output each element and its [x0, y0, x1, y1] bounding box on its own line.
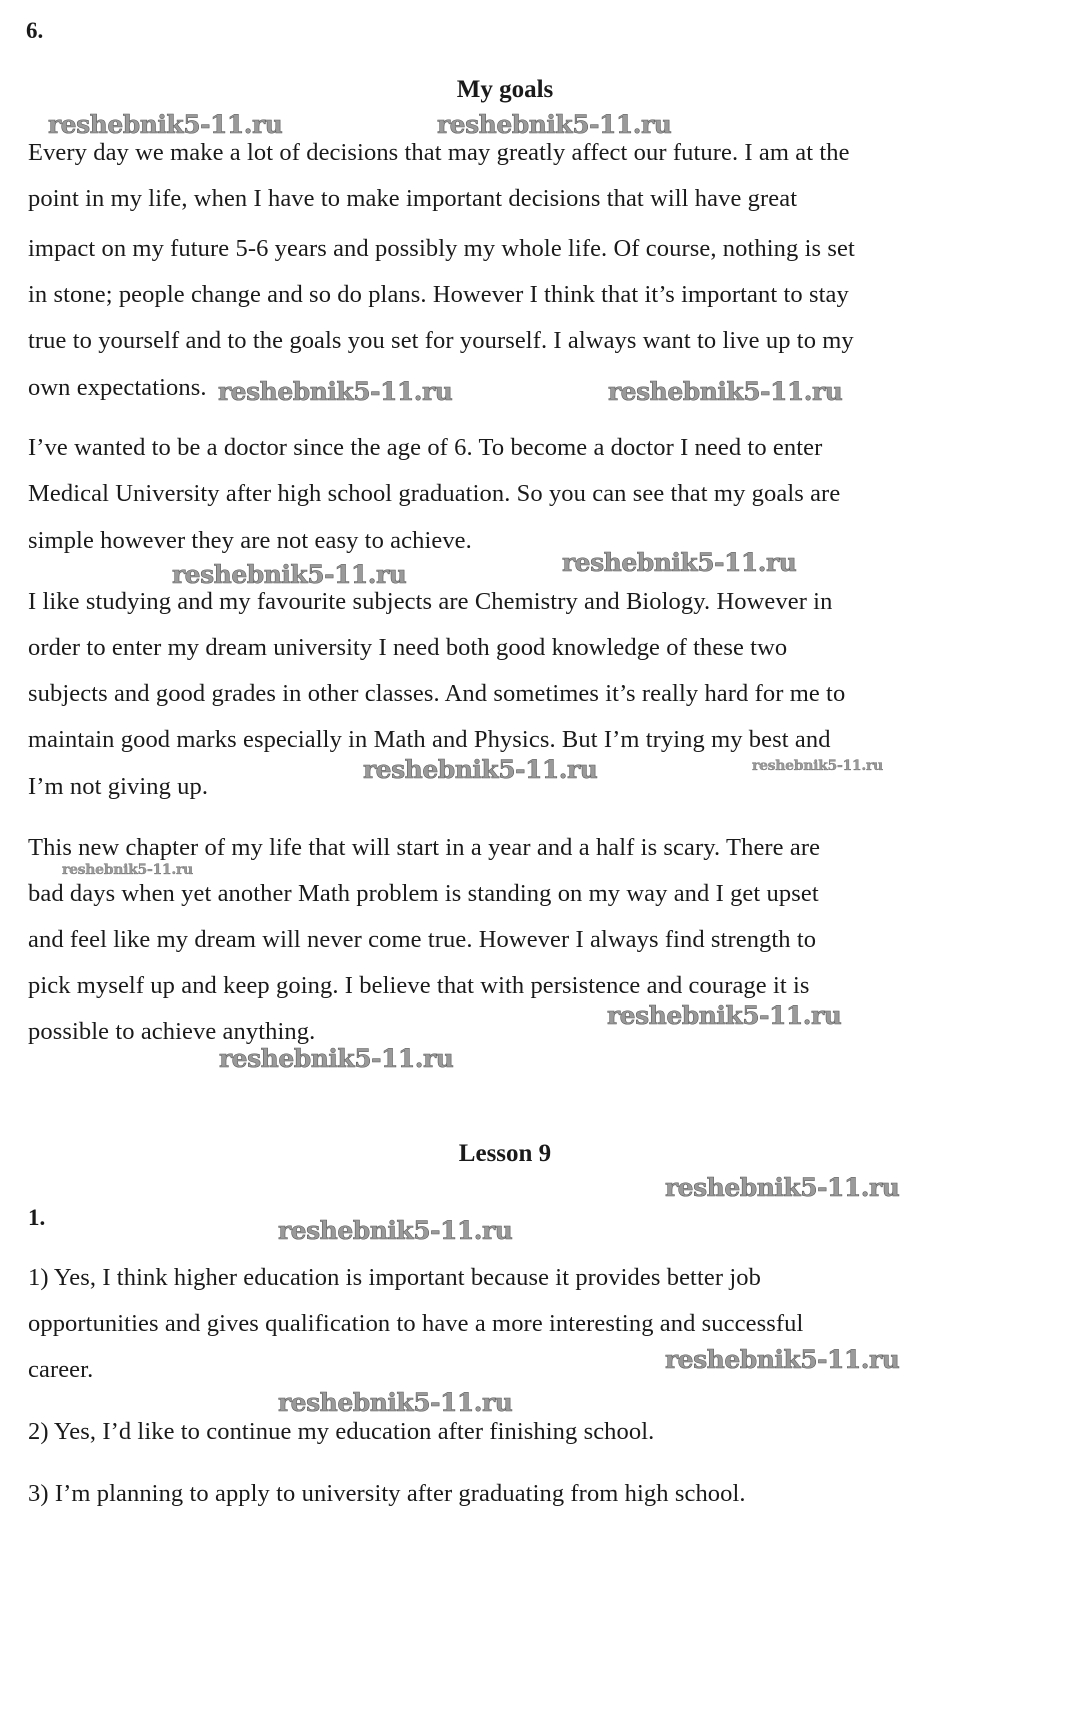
paragraph-line: and feel like my dream will never come true. However I always find strength to [28, 926, 817, 953]
paragraph-line: simple however they are not easy to achieve. [28, 527, 472, 554]
watermark: reshebnik5-11.ru [278, 1388, 513, 1417]
watermark: reshebnik5-11.ru [278, 1216, 513, 1245]
watermark: reshebnik5-11.ru [62, 862, 193, 878]
answer-line: 1) Yes, I think higher education is important because it provides better job [28, 1264, 761, 1291]
answer-line: 3) I’m planning to apply to university after graduating from high school. [28, 1480, 746, 1507]
section-number: 6. [26, 18, 44, 43]
watermark: reshebnik5-11.ru [172, 560, 407, 589]
exercise-number: 1. [28, 1205, 46, 1230]
watermark: reshebnik5-11.ru [665, 1173, 900, 1202]
paragraph-line: order to enter my dream university I need both good knowledge of these two [28, 634, 788, 661]
paragraph-line: subjects and good grades in other classes. And sometimes it’s really hard for me to [28, 680, 846, 707]
paragraph-line: Medical University after high school graduation. So you can see that my goals are [28, 480, 841, 507]
paragraph-line: point in my life, when I have to make important decisions that will have great [28, 185, 798, 212]
lesson-title: Lesson 9 [458, 1140, 552, 1167]
watermark: reshebnik5-11.ru [363, 755, 598, 784]
answer-line: career. [28, 1356, 94, 1383]
watermark: reshebnik5-11.ru [219, 1044, 454, 1073]
watermark: reshebnik5-11.ru [607, 1001, 842, 1030]
paragraph-line: Every day we make a lot of decisions that may greatly affect our future. I am at the [28, 139, 850, 166]
paragraph-line: I’m not giving up. [28, 773, 209, 800]
paragraph-line: possible to achieve anything. [28, 1018, 316, 1045]
watermark: reshebnik5-11.ru [665, 1345, 900, 1374]
watermark: reshebnik5-11.ru [437, 110, 672, 139]
paragraph-line: impact on my future 5-6 years and possibly my whole life. Of course, nothing is set [28, 235, 855, 262]
watermark: reshebnik5-11.ru [48, 110, 283, 139]
section-title: My goals [456, 76, 554, 103]
paragraph-line: bad days when yet another Math problem is standing on my way and I get upset [28, 880, 819, 907]
paragraph-line: own expectations. [28, 374, 207, 401]
watermark: reshebnik5-11.ru [752, 758, 883, 774]
watermark: reshebnik5-11.ru [218, 377, 453, 406]
paragraph-line: pick myself up and keep going. I believe that with persistence and courage it is [28, 972, 810, 999]
watermark: reshebnik5-11.ru [562, 548, 797, 577]
paragraph-line: I like studying and my favourite subjects are Chemistry and Biology. However in [28, 588, 833, 615]
paragraph-line: maintain good marks especially in Math and Physics. But I’m trying my best and [28, 726, 831, 753]
paragraph-line: I’ve wanted to be a doctor since the age of 6. To become a doctor I need to enter [28, 434, 823, 461]
watermark: reshebnik5-11.ru [608, 377, 843, 406]
answer-line: opportunities and gives qualification to have a more interesting and successful [28, 1310, 804, 1337]
paragraph-line: This new chapter of my life that will start in a year and a half is scary. There are [28, 834, 821, 861]
paragraph-line: in stone; people change and so do plans. However I think that it’s important to stay [28, 281, 849, 308]
answer-line: 2) Yes, I’d like to continue my education after finishing school. [28, 1418, 655, 1445]
paragraph-line: true to yourself and to the goals you set for yourself. I always want to live up to my [28, 327, 854, 354]
